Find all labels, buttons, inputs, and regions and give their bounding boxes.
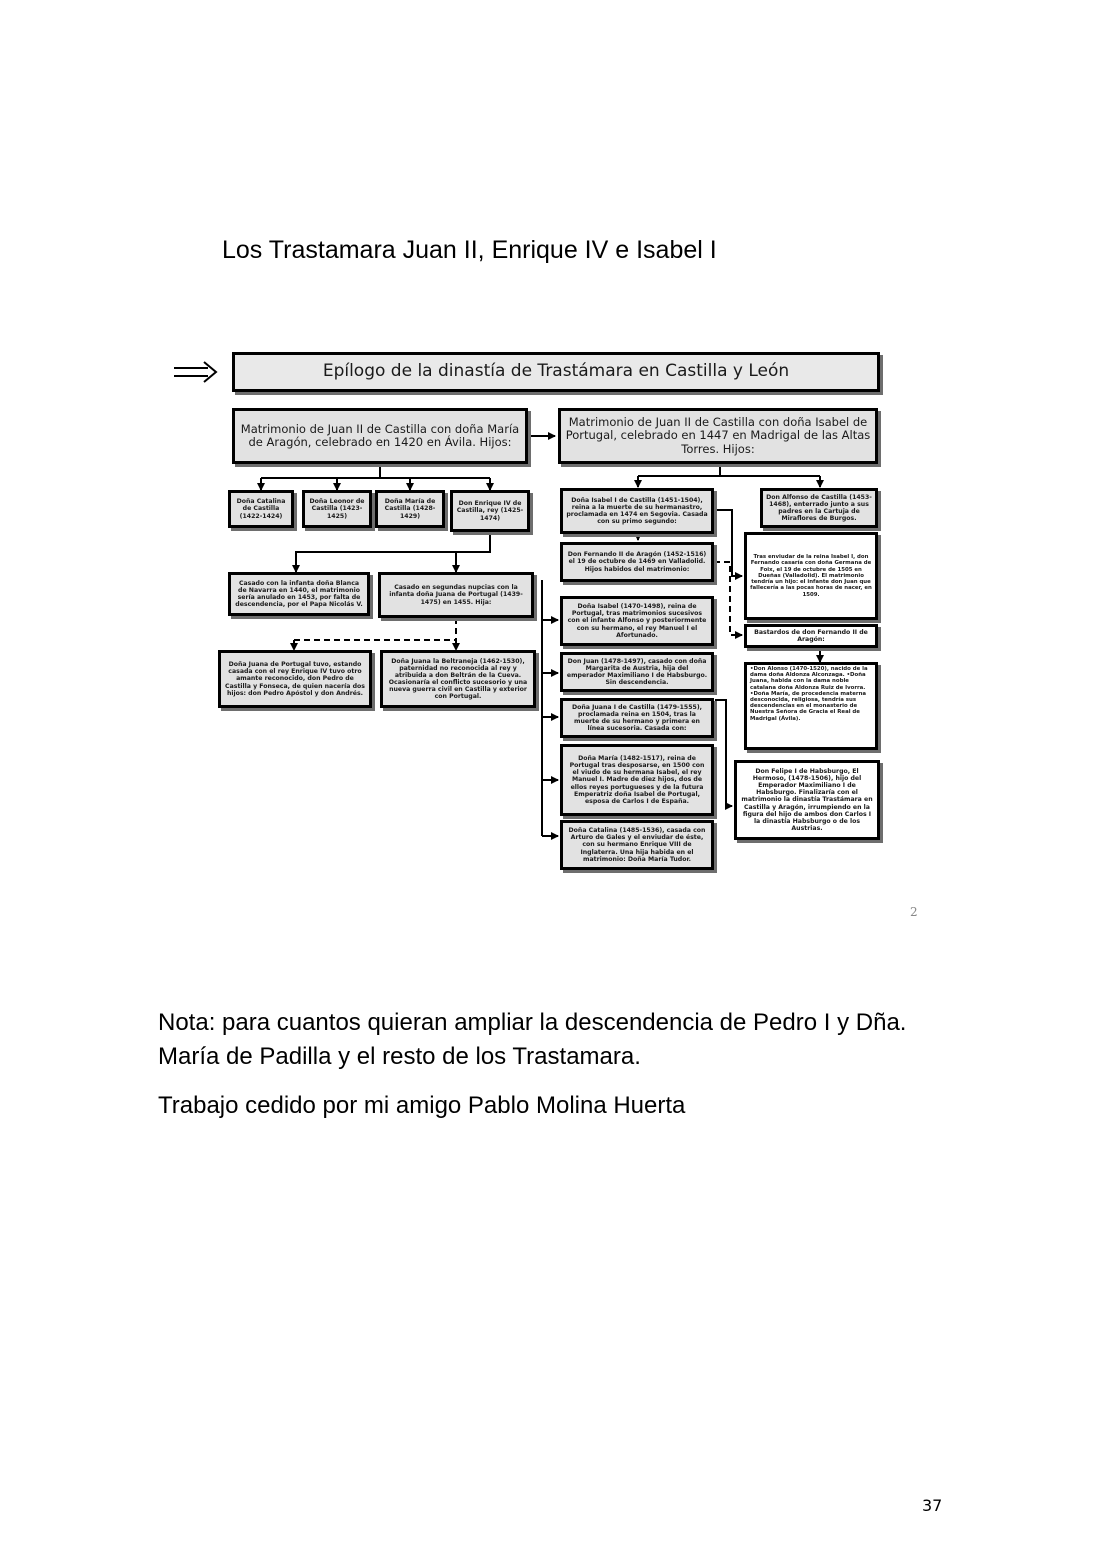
diagram-title: Epílogo de la dinastía de Trastámara en Castilla y León [232,352,880,392]
node-leonor: Doña Leonor de Castilla (1423-1425) [302,490,372,528]
pointer-arrow-icon [174,362,216,382]
page-heading: Los Trastamara Juan II, Enrique IV e Isabel I [222,236,717,264]
node-bastardos-lista: •Don Alonso (1470-1520), nacido de la dama doña Aldonza Alconzaga. •Doña Juana, habida con la dama noble catalana doña Aldonza Ruiz de Ivorra. •Doña María, de procedencia materna desconocida, religiosa, tendría sus descendencias en el monasterio de Nuestra Señora de Gracia el Real de Madrigal (Ávila). [744,662,878,750]
node-isabel-i: Doña Isabel I de Castilla (1451-1504), reina a la muerte de su hermanastro, proclamada en 1474 en Segovia. Casada con su primo segundo: [560,488,714,534]
node-alfonso: Don Alfonso de Castilla (1453-1468), enterrado junto a sus padres en la Cartuja de Miraflores de Burgos. [760,488,878,528]
node-marriage-isabel-portugal: Matrimonio de Juan II de Castilla con doña Isabel de Portugal, celebrado en 1447 en Madrigal de las Altas Torres. Hijos: [558,408,878,464]
node-felipe-hermoso: Don Felipe I de Habsburgo, El Hermoso, (1478-1506), hijo del Emperador Maximiliano I de Habsburgo. Finalizaría con el matrimonio la dinastía Trastámara en Castilla y Aragón, irrumpiendo en la figura del hijo de ambos don Carlos I la dinastía Habsburgo o de los Austrias. [734,760,880,840]
node-maria: Doña María de Castilla (1428-1429) [375,490,445,528]
node-juana-portugal-amante: Doña Juana de Portugal tuvo, estando casada con el rey Enrique IV tuvo otro amante reconocido, don Pedro de Castilla y Fonseca, de quien nacería dos hijos: don Pedro Apóstol y don Andrés. [218,650,372,708]
node-juan-principe: Don Juan (1478-1497), casado con doña Margarita de Austria, hija del emperador Maximiliano I de Habsburgo. Sin descendencia. [560,652,714,692]
node-fernando-ii: Don Fernando II de Aragón (1452-1516) el 19 de octubre de 1469 en Valladolid. Hijos habidos del matrimonio: [560,542,714,582]
node-maria-hija: Doña María (1482-1517), reina de Portugal tras desposarse, en 1500 con el viudo de su hermana Isabel, el rey Manuel I. Madre de diez hijos, dos de ellos reyes portugueses y de la futura Emperatriz doña Isabel de Portugal, esposa de Carlos I de España. [560,744,714,816]
node-marriage-maria-aragon: Matrimonio de Juan II de Castilla con doña María de Aragón, celebrado en 1420 en Ávila. Hijos: [232,408,528,464]
node-juana-reina: Doña Juana I de Castilla (1479-1555), proclamada reina en 1504, tras la muerte de su hermano y primera en línea sucesoria. Casada con: [560,698,714,738]
node-catalina-hija: Doña Catalina (1485-1536), casada con Arturo de Gales y el enviudar de éste, con su hermano Enrique VIII de Inglaterra. Una hija habida en el matrimonio: Doña María Tudor. [560,820,714,870]
page-number: 37 [922,1496,943,1515]
credit-line: Trabajo cedido por mi amigo Pablo Molina Huerta [158,1092,686,1119]
note-paragraph: Nota: para cuantos quieran ampliar la descendencia de Pedro I y Dña. María de Padilla y el resto de los Trastamara. [158,1009,907,1070]
slide-number: 2 [910,905,918,919]
node-bastardos: Bastardos de don Fernando II de Aragón: [744,624,878,648]
node-fernando-note: Tras enviudar de la reina Isabel I, don Fernando casaría con doña Germana de Foix, el 19 de octubre de 1505 en Dueñas (Valladolid). El matrimonio tendría un hijo: el infante don Juan que fallecería a las pocas horas de nacer, en 1509. [744,532,878,620]
node-enrique-iv: Don Enrique IV de Castilla, rey (1425-1474) [450,490,530,532]
node-catalina: Doña Catalina de Castilla (1422-1424) [228,490,294,528]
node-juana-beltraneja: Doña Juana la Beltraneja (1462-1530), paternidad no reconocida al rey y atribuida a don Beltrán de la Cueva. Ocasionaría el conflicto sucesorio y una nueva guerra civil en Castilla y exterior con Portugal. [380,650,536,708]
node-blanca-navarra: Casado con la infanta doña Blanca de Navarra en 1440, el matrimonio sería anulado en 1453, por falta de descendencia, por el Papa Nicolás V. [228,572,370,616]
node-isabel-hija: Doña Isabel (1470-1498), reina de Portugal, tras matrimonios sucesivos con el infante Alfonso y posteriormente con su hermano, el rey Manuel I el Afortunado. [560,596,714,646]
node-juana-portugal: Casado en segundas nupcias con la infanta doña Juana de Portugal (1439-1475) en 1455. Hija: [378,572,534,618]
genealogy-diagram [160,340,940,880]
